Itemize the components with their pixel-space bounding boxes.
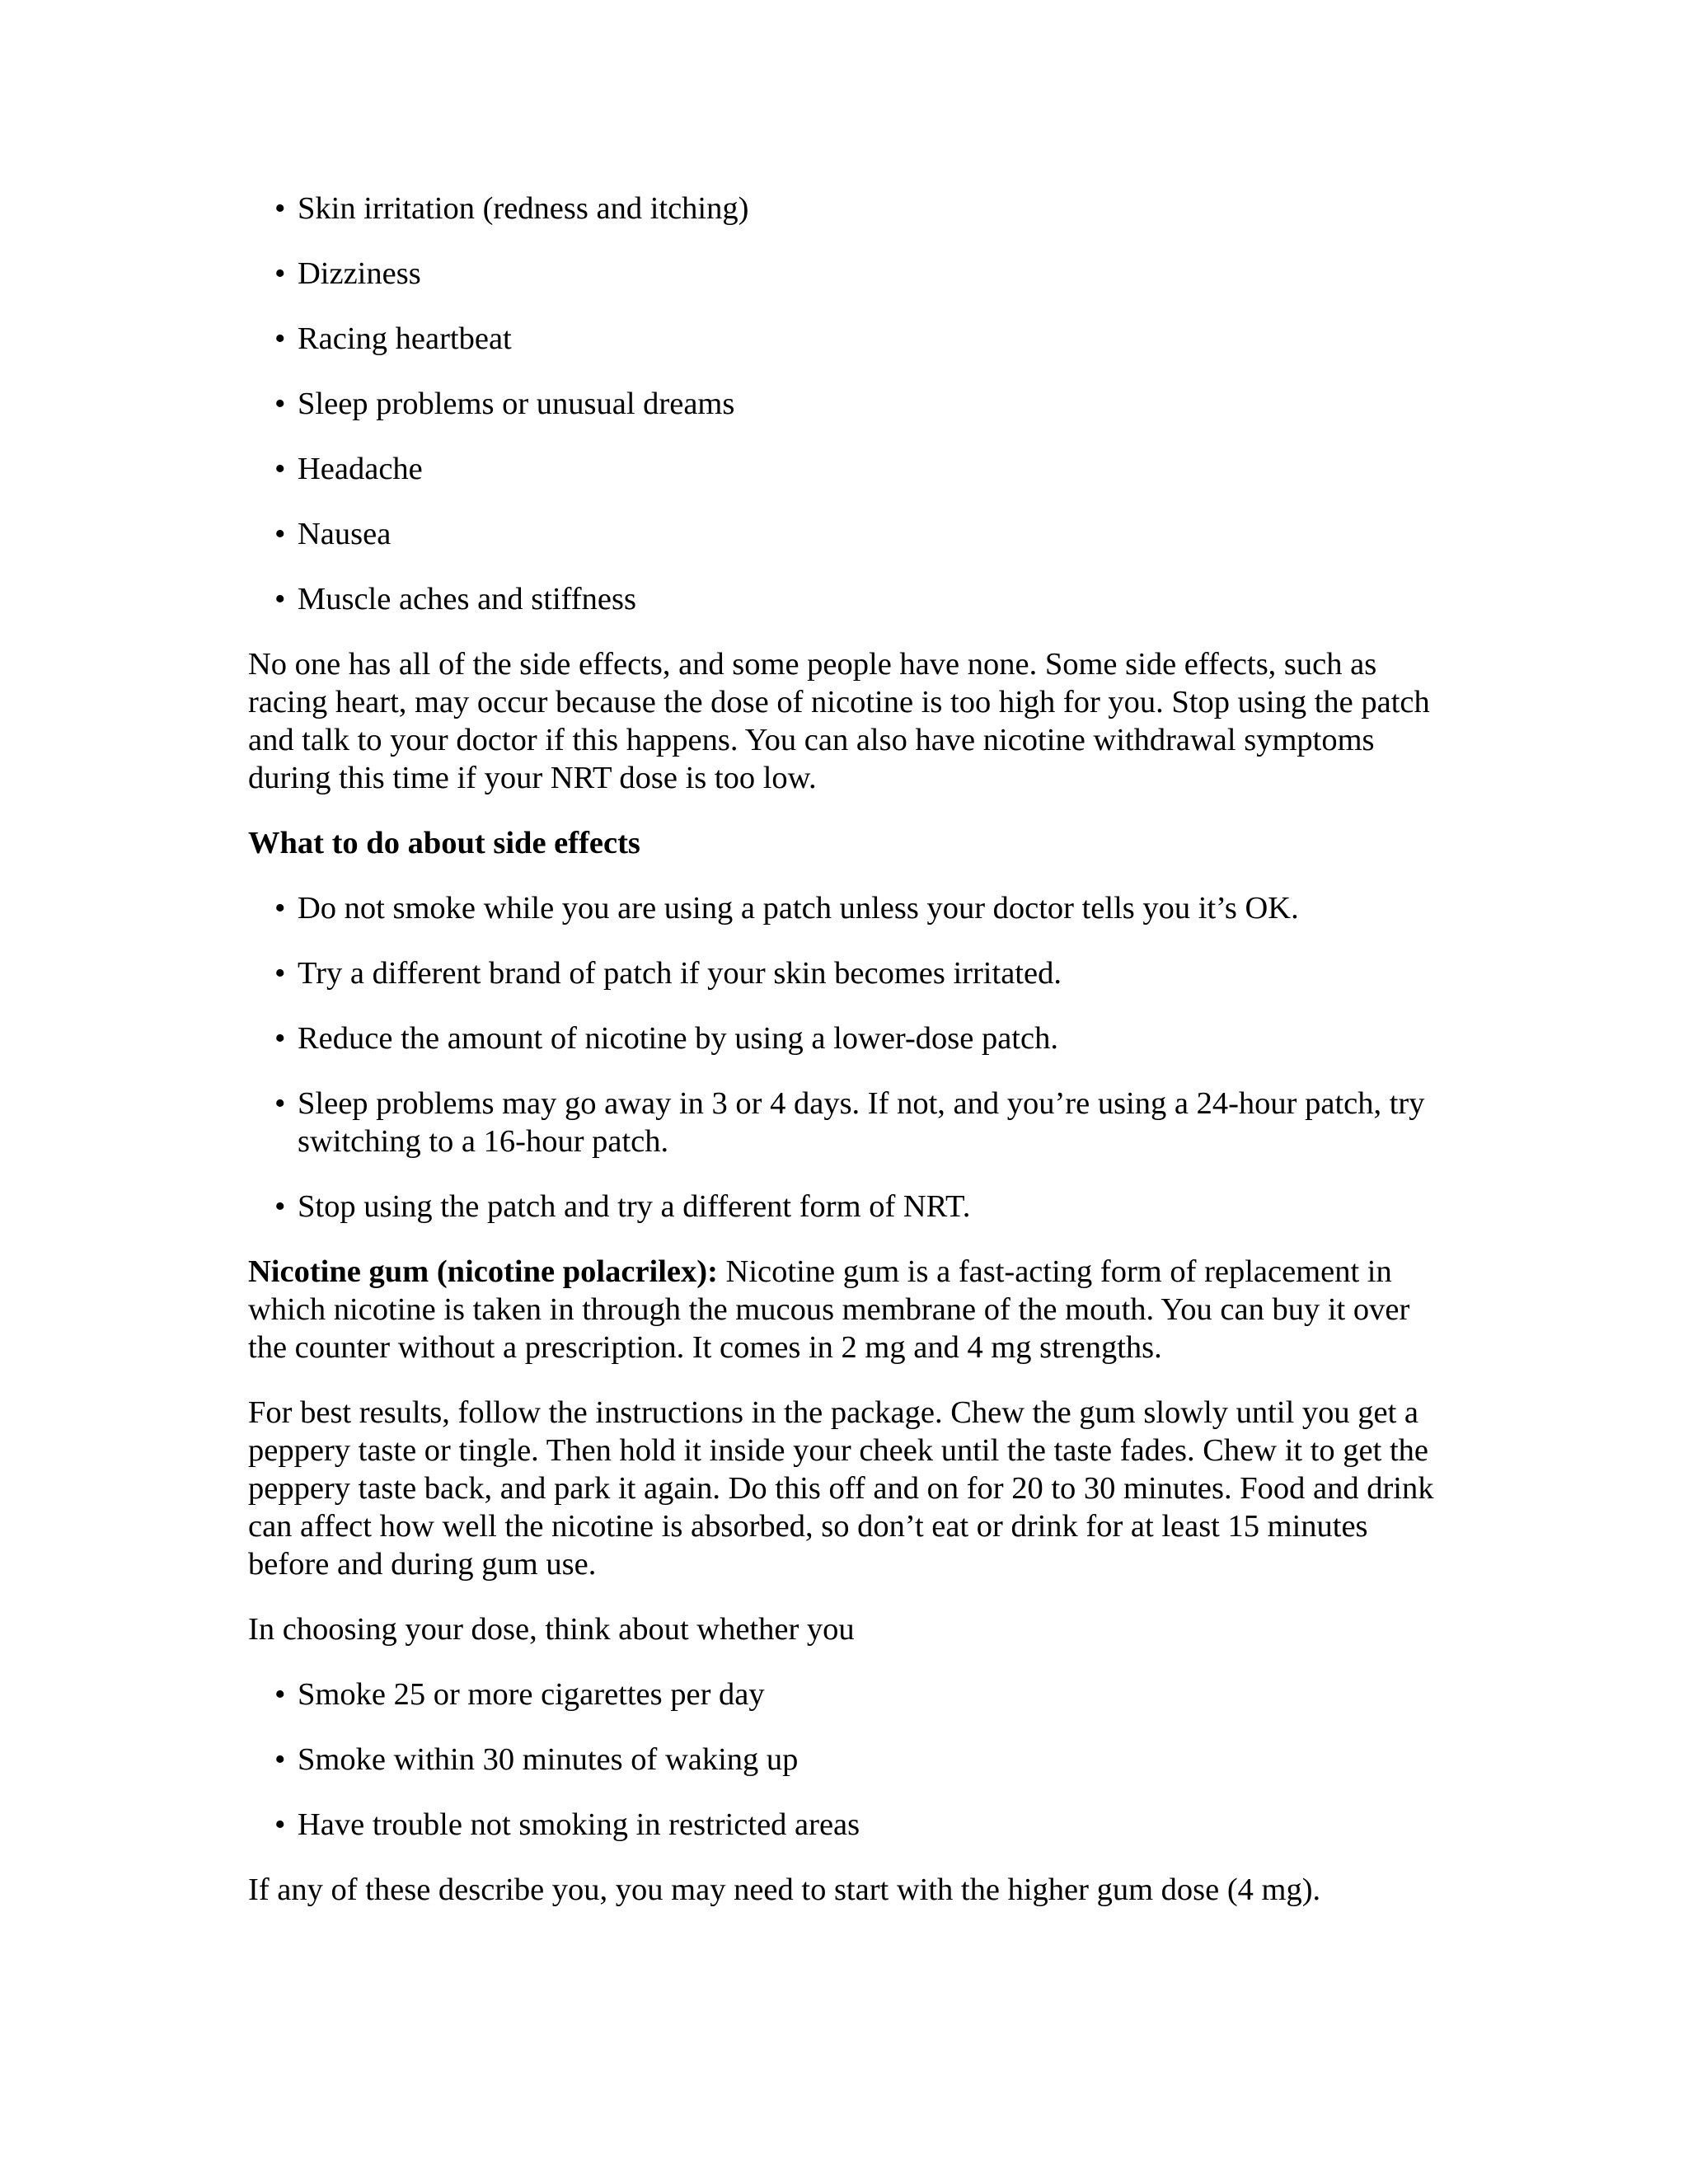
bullet-icon: •: [274, 1677, 286, 1712]
bullet-icon: •: [274, 582, 286, 616]
list-item-text: Racing heartbeat: [298, 321, 512, 356]
list-item: [248, 889, 1451, 927]
list-item-text: Smoke within 30 minutes of waking up: [298, 1742, 799, 1777]
best-results-paragraph: For best results, follow the instructions in the package. Chew the gum slowly until you get a peppery taste or tingle. Then hold it inside your cheek until the taste fades. Chew it to get the peppery taste back, and park it again. Do this off and on for 20 to 30 minutes. Food and drink can affect how well the nicotine is absorbed, so don’t eat or drink for at least 15 minutes before and during gum use.: [248, 1395, 1434, 1582]
bullet-icon: •: [274, 256, 286, 291]
list-item-text: Try a different brand of patch if your skin becomes irritated.: [298, 956, 1062, 991]
choosing-dose-paragraph: In choosing your dose, think about whether you: [248, 1612, 855, 1647]
list-item-text: Nausea: [298, 517, 392, 551]
list-item: [248, 1675, 1451, 1713]
bullet-icon: •: [274, 1021, 286, 1056]
list-item: [248, 515, 1451, 553]
list-item-text: Stop using the patch and try a different form of NRT.: [298, 1189, 971, 1224]
side-effects-heading: What to do about side effects: [248, 826, 640, 860]
list-item-text: Do not smoke while you are using a patch unless your doctor tells you it’s OK.: [298, 891, 1299, 926]
list-item: [248, 1806, 1451, 1844]
nicotine-gum-paragraph: [248, 1253, 1451, 1366]
list-item-text: Muscle aches and stiffness: [298, 582, 636, 616]
list-item: [248, 954, 1451, 992]
list-item-text: Headache: [298, 452, 423, 486]
list-item: [248, 1019, 1451, 1057]
nicotine-gum-text: Nicotine gum is a fast-acting form of replacement in which nicotine is taken in through the mucous membrane of the mouth. You can buy it over the counter without a prescription. It comes in 2 mg and 4 mg strengths.: [248, 1254, 1410, 1365]
side-effects-actions-list: [248, 889, 1451, 1226]
list-item-text: Smoke 25 or more cigarettes per day: [298, 1677, 765, 1712]
list-item: [248, 1188, 1451, 1226]
document-page: [248, 190, 1451, 1936]
list-item: [248, 190, 1451, 227]
list-item-text: Dizziness: [298, 256, 421, 291]
list-item-text: Have trouble not smoking in restricted areas: [298, 1807, 860, 1842]
bullet-icon: •: [274, 517, 286, 551]
bullet-icon: •: [274, 452, 286, 486]
list-item: [248, 450, 1451, 488]
list-item: [248, 320, 1451, 358]
list-item: [248, 255, 1451, 293]
list-item-text: Sleep problems or unusual dreams: [298, 387, 735, 421]
list-item-text: Reduce the amount of nicotine by using a lower-dose patch.: [298, 1021, 1058, 1056]
bullet-icon: •: [274, 1086, 286, 1121]
side-effects-paragraph: No one has all of the side effects, and some people have none. Some side effects, such as racing heart, may occur because the dose of nicotine is too high for you. Stop using the patch and talk to your doctor if this happens. You can also have nicotine withdrawal symptoms during this time if your NRT dose is too low.: [248, 647, 1430, 795]
nicotine-gum-lead: Nicotine gum (nicotine polacrilex):: [248, 1254, 718, 1289]
final-paragraph: If any of these describe you, you may need to start with the higher gum dose (4 mg).: [248, 1872, 1321, 1907]
list-item-text: Skin irritation (redness and itching): [298, 191, 749, 226]
bullet-icon: •: [274, 387, 286, 421]
bullet-icon: •: [274, 1189, 286, 1224]
bullet-icon: •: [274, 321, 286, 356]
bullet-icon: •: [274, 1807, 286, 1842]
list-item: [248, 385, 1451, 423]
bullet-icon: •: [274, 891, 286, 926]
list-item: [248, 1085, 1451, 1160]
bullet-icon: •: [274, 1742, 286, 1777]
list-item: [248, 580, 1451, 618]
bullet-icon: •: [274, 956, 286, 991]
list-item-text: Sleep problems may go away in 3 or 4 days. If not, and you’re using a 24-hour patch, try switching to a 16-hour patch.: [298, 1086, 1425, 1159]
bullet-icon: •: [274, 191, 286, 226]
side-effects-list: [248, 190, 1451, 618]
dose-criteria-list: [248, 1675, 1451, 1844]
list-item: [248, 1741, 1451, 1779]
